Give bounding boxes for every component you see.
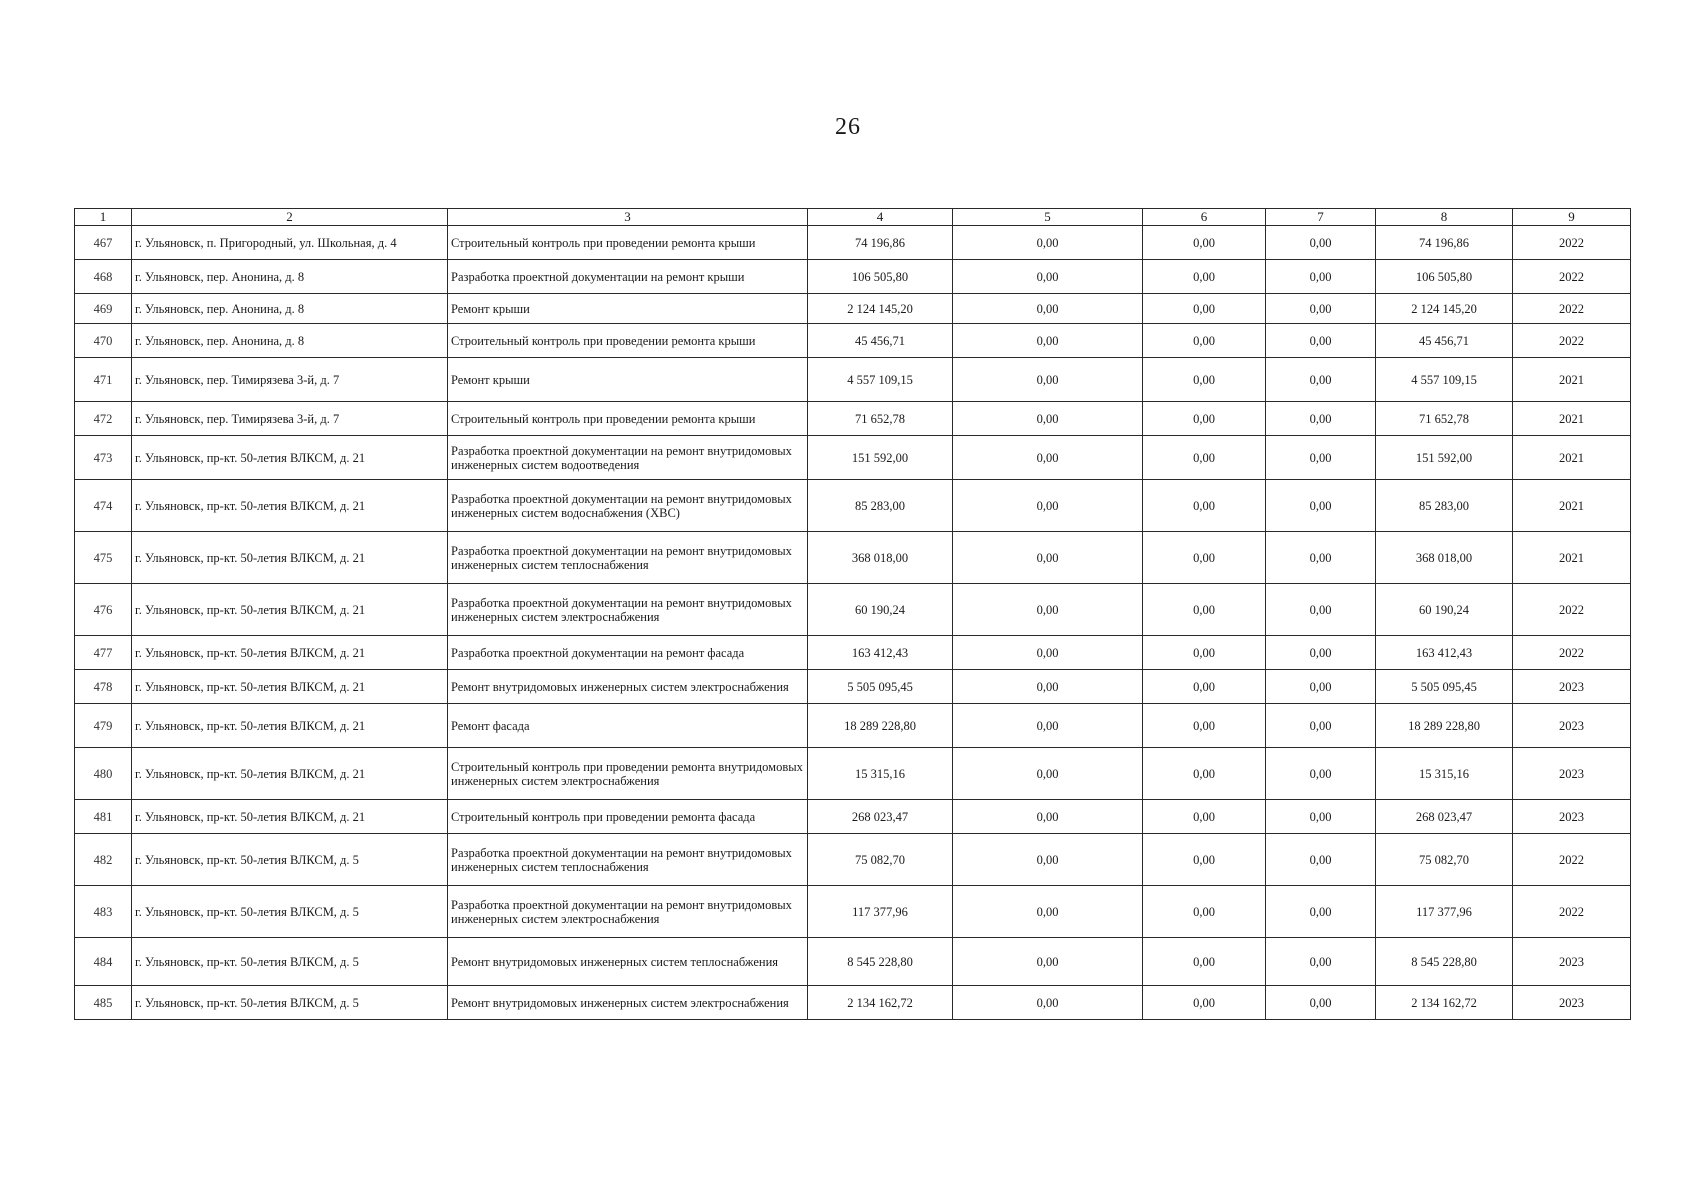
amount-col8: 117 377,96 (1376, 886, 1513, 938)
year-cell: 2023 (1513, 670, 1631, 704)
address-cell: г. Ульяновск, пр-кт. 50-летия ВЛКСМ, д. 21 (132, 584, 448, 636)
amount-col4: 163 412,43 (808, 636, 953, 670)
row-number: 485 (75, 986, 132, 1020)
year-cell: 2021 (1513, 480, 1631, 532)
address-cell: г. Ульяновск, пр-кт. 50-летия ВЛКСМ, д. 5 (132, 986, 448, 1020)
amount-col7: 0,00 (1266, 584, 1376, 636)
col-header-9: 9 (1513, 209, 1631, 226)
amount-col5: 0,00 (953, 402, 1143, 436)
amount-col4: 60 190,24 (808, 584, 953, 636)
work-type-cell: Разработка проектной документации на ремонт фасада (448, 636, 808, 670)
amount-col8: 163 412,43 (1376, 636, 1513, 670)
amount-col4: 85 283,00 (808, 480, 953, 532)
table-row (75, 986, 1631, 1020)
address-cell: г. Ульяновск, пр-кт. 50-летия ВЛКСМ, д. 21 (132, 748, 448, 800)
amount-col7: 0,00 (1266, 748, 1376, 800)
table-row (75, 670, 1631, 704)
row-number: 469 (75, 294, 132, 324)
amount-col8: 268 023,47 (1376, 800, 1513, 834)
amount-col5: 0,00 (953, 294, 1143, 324)
amount-col7: 0,00 (1266, 358, 1376, 402)
col-header-1: 1 (75, 209, 132, 226)
header-row (75, 209, 1631, 226)
amount-col4: 106 505,80 (808, 260, 953, 294)
amount-col5: 0,00 (953, 436, 1143, 480)
work-type-cell: Разработка проектной документации на ремонт внутридомовых инженерных систем электроснабжения (448, 584, 808, 636)
amount-col5: 0,00 (953, 226, 1143, 260)
col-header-7: 7 (1266, 209, 1376, 226)
work-type-cell: Разработка проектной документации на ремонт внутридомовых инженерных систем теплоснабжения (448, 834, 808, 886)
address-cell: г. Ульяновск, пер. Тимирязева 3-й, д. 7 (132, 358, 448, 402)
amount-col4: 18 289 228,80 (808, 704, 953, 748)
row-number: 480 (75, 748, 132, 800)
amount-col6: 0,00 (1143, 986, 1266, 1020)
amount-col4: 5 505 095,45 (808, 670, 953, 704)
row-number: 477 (75, 636, 132, 670)
row-number: 473 (75, 436, 132, 480)
year-cell: 2022 (1513, 584, 1631, 636)
address-cell: г. Ульяновск, пр-кт. 50-летия ВЛКСМ, д. 5 (132, 886, 448, 938)
address-cell: г. Ульяновск, п. Пригородный, ул. Школьная, д. 4 (132, 226, 448, 260)
table-row (75, 636, 1631, 670)
address-cell: г. Ульяновск, пер. Тимирязева 3-й, д. 7 (132, 402, 448, 436)
amount-col5: 0,00 (953, 324, 1143, 358)
amount-col6: 0,00 (1143, 834, 1266, 886)
table-row (75, 294, 1631, 324)
year-cell: 2022 (1513, 886, 1631, 938)
amount-col7: 0,00 (1266, 704, 1376, 748)
row-number: 475 (75, 532, 132, 584)
amount-col8: 2 124 145,20 (1376, 294, 1513, 324)
amount-col6: 0,00 (1143, 636, 1266, 670)
row-number: 478 (75, 670, 132, 704)
amount-col7: 0,00 (1266, 986, 1376, 1020)
year-cell: 2023 (1513, 986, 1631, 1020)
amount-col5: 0,00 (953, 358, 1143, 402)
work-type-cell: Ремонт внутридомовых инженерных систем теплоснабжения (448, 938, 808, 986)
work-type-cell: Ремонт внутридомовых инженерных систем электроснабжения (448, 986, 808, 1020)
year-cell: 2023 (1513, 748, 1631, 800)
table-row (75, 532, 1631, 584)
year-cell: 2022 (1513, 260, 1631, 294)
amount-col6: 0,00 (1143, 294, 1266, 324)
year-cell: 2022 (1513, 226, 1631, 260)
table-row (75, 324, 1631, 358)
table-row (75, 260, 1631, 294)
amount-col6: 0,00 (1143, 748, 1266, 800)
amount-col7: 0,00 (1266, 436, 1376, 480)
amount-col6: 0,00 (1143, 532, 1266, 584)
amount-col6: 0,00 (1143, 436, 1266, 480)
amount-col6: 0,00 (1143, 800, 1266, 834)
amount-col5: 0,00 (953, 532, 1143, 584)
col-header-8: 8 (1376, 209, 1513, 226)
amount-col5: 0,00 (953, 938, 1143, 986)
amount-col6: 0,00 (1143, 886, 1266, 938)
amount-col5: 0,00 (953, 584, 1143, 636)
amount-col8: 18 289 228,80 (1376, 704, 1513, 748)
address-cell: г. Ульяновск, пер. Анонина, д. 8 (132, 260, 448, 294)
row-number: 470 (75, 324, 132, 358)
table-row (75, 358, 1631, 402)
work-type-cell: Ремонт внутридомовых инженерных систем электроснабжения (448, 670, 808, 704)
col-header-3: 3 (448, 209, 808, 226)
address-cell: г. Ульяновск, пер. Анонина, д. 8 (132, 324, 448, 358)
amount-col6: 0,00 (1143, 260, 1266, 294)
row-number: 482 (75, 834, 132, 886)
amount-col8: 71 652,78 (1376, 402, 1513, 436)
address-cell: г. Ульяновск, пр-кт. 50-летия ВЛКСМ, д. 21 (132, 800, 448, 834)
amount-col8: 106 505,80 (1376, 260, 1513, 294)
table-row (75, 800, 1631, 834)
work-type-cell: Разработка проектной документации на ремонт внутридомовых инженерных систем теплоснабжения (448, 532, 808, 584)
amount-col5: 0,00 (953, 986, 1143, 1020)
year-cell: 2021 (1513, 402, 1631, 436)
year-cell: 2021 (1513, 532, 1631, 584)
amount-col6: 0,00 (1143, 938, 1266, 986)
work-type-cell: Строительный контроль при проведении ремонта крыши (448, 226, 808, 260)
year-cell: 2022 (1513, 834, 1631, 886)
amount-col4: 2 134 162,72 (808, 986, 953, 1020)
row-number: 468 (75, 260, 132, 294)
year-cell: 2021 (1513, 358, 1631, 402)
address-cell: г. Ульяновск, пр-кт. 50-летия ВЛКСМ, д. 21 (132, 670, 448, 704)
amount-col8: 368 018,00 (1376, 532, 1513, 584)
amount-col4: 4 557 109,15 (808, 358, 953, 402)
amount-col4: 45 456,71 (808, 324, 953, 358)
amount-col8: 151 592,00 (1376, 436, 1513, 480)
amount-col7: 0,00 (1266, 294, 1376, 324)
table-row (75, 938, 1631, 986)
address-cell: г. Ульяновск, пр-кт. 50-летия ВЛКСМ, д. 5 (132, 938, 448, 986)
work-type-cell: Строительный контроль при проведении ремонта фасада (448, 800, 808, 834)
row-number: 481 (75, 800, 132, 834)
work-type-cell: Разработка проектной документации на ремонт внутридомовых инженерных систем водоснабжения (ХВС) (448, 480, 808, 532)
amount-col7: 0,00 (1266, 532, 1376, 584)
address-cell: г. Ульяновск, пр-кт. 50-летия ВЛКСМ, д. 21 (132, 636, 448, 670)
work-type-cell: Строительный контроль при проведении ремонта крыши (448, 402, 808, 436)
amount-col6: 0,00 (1143, 704, 1266, 748)
row-number: 474 (75, 480, 132, 532)
amount-col8: 2 134 162,72 (1376, 986, 1513, 1020)
address-cell: г. Ульяновск, пр-кт. 50-летия ВЛКСМ, д. 21 (132, 436, 448, 480)
work-type-cell: Строительный контроль при проведении ремонта внутридомовых инженерных систем электроснабжения (448, 748, 808, 800)
amount-col8: 4 557 109,15 (1376, 358, 1513, 402)
amount-col4: 117 377,96 (808, 886, 953, 938)
amount-col8: 15 315,16 (1376, 748, 1513, 800)
work-type-cell: Разработка проектной документации на ремонт внутридомовых инженерных систем электроснабжения (448, 886, 808, 938)
amount-col5: 0,00 (953, 480, 1143, 532)
row-number: 467 (75, 226, 132, 260)
table-row (75, 704, 1631, 748)
amount-col4: 151 592,00 (808, 436, 953, 480)
amount-col6: 0,00 (1143, 480, 1266, 532)
address-cell: г. Ульяновск, пр-кт. 50-летия ВЛКСМ, д. 5 (132, 834, 448, 886)
amount-col7: 0,00 (1266, 480, 1376, 532)
works-table (74, 208, 1631, 1020)
amount-col4: 74 196,86 (808, 226, 953, 260)
amount-col7: 0,00 (1266, 670, 1376, 704)
amount-col5: 0,00 (953, 260, 1143, 294)
row-number: 484 (75, 938, 132, 986)
amount-col8: 8 545 228,80 (1376, 938, 1513, 986)
amount-col8: 85 283,00 (1376, 480, 1513, 532)
amount-col5: 0,00 (953, 748, 1143, 800)
table-row (75, 748, 1631, 800)
year-cell: 2023 (1513, 704, 1631, 748)
amount-col7: 0,00 (1266, 226, 1376, 260)
table-row (75, 436, 1631, 480)
col-header-5: 5 (953, 209, 1143, 226)
work-type-cell: Ремонт крыши (448, 358, 808, 402)
year-cell: 2023 (1513, 800, 1631, 834)
amount-col6: 0,00 (1143, 402, 1266, 436)
amount-col4: 75 082,70 (808, 834, 953, 886)
table-row (75, 226, 1631, 260)
work-type-cell: Строительный контроль при проведении ремонта крыши (448, 324, 808, 358)
amount-col4: 15 315,16 (808, 748, 953, 800)
amount-col4: 268 023,47 (808, 800, 953, 834)
amount-col5: 0,00 (953, 704, 1143, 748)
amount-col5: 0,00 (953, 670, 1143, 704)
amount-col7: 0,00 (1266, 834, 1376, 886)
amount-col4: 71 652,78 (808, 402, 953, 436)
amount-col5: 0,00 (953, 834, 1143, 886)
work-type-cell: Разработка проектной документации на ремонт внутридомовых инженерных систем водоотведения (448, 436, 808, 480)
amount-col7: 0,00 (1266, 636, 1376, 670)
address-cell: г. Ульяновск, пр-кт. 50-летия ВЛКСМ, д. 21 (132, 480, 448, 532)
col-header-6: 6 (1143, 209, 1266, 226)
row-number: 472 (75, 402, 132, 436)
table-row (75, 886, 1631, 938)
amount-col4: 368 018,00 (808, 532, 953, 584)
amount-col5: 0,00 (953, 636, 1143, 670)
table-body (75, 226, 1631, 1020)
work-type-cell: Разработка проектной документации на ремонт крыши (448, 260, 808, 294)
row-number: 476 (75, 584, 132, 636)
address-cell: г. Ульяновск, пр-кт. 50-летия ВЛКСМ, д. 21 (132, 704, 448, 748)
amount-col5: 0,00 (953, 886, 1143, 938)
col-header-4: 4 (808, 209, 953, 226)
table-header (75, 209, 1631, 226)
row-number: 483 (75, 886, 132, 938)
amount-col6: 0,00 (1143, 584, 1266, 636)
year-cell: 2023 (1513, 938, 1631, 986)
amount-col8: 75 082,70 (1376, 834, 1513, 886)
work-type-cell: Ремонт крыши (448, 294, 808, 324)
table-row (75, 402, 1631, 436)
row-number: 471 (75, 358, 132, 402)
year-cell: 2022 (1513, 636, 1631, 670)
col-header-2: 2 (132, 209, 448, 226)
amount-col7: 0,00 (1266, 324, 1376, 358)
table-row (75, 584, 1631, 636)
amount-col8: 5 505 095,45 (1376, 670, 1513, 704)
amount-col7: 0,00 (1266, 800, 1376, 834)
address-cell: г. Ульяновск, пер. Анонина, д. 8 (132, 294, 448, 324)
amount-col8: 74 196,86 (1376, 226, 1513, 260)
amount-col7: 0,00 (1266, 938, 1376, 986)
amount-col7: 0,00 (1266, 886, 1376, 938)
amount-col5: 0,00 (953, 800, 1143, 834)
amount-col6: 0,00 (1143, 324, 1266, 358)
amount-col7: 0,00 (1266, 402, 1376, 436)
year-cell: 2022 (1513, 294, 1631, 324)
amount-col7: 0,00 (1266, 260, 1376, 294)
amount-col4: 2 124 145,20 (808, 294, 953, 324)
amount-col6: 0,00 (1143, 670, 1266, 704)
work-type-cell: Ремонт фасада (448, 704, 808, 748)
amount-col8: 45 456,71 (1376, 324, 1513, 358)
address-cell: г. Ульяновск, пр-кт. 50-летия ВЛКСМ, д. 21 (132, 532, 448, 584)
year-cell: 2021 (1513, 436, 1631, 480)
amount-col8: 60 190,24 (1376, 584, 1513, 636)
page-number: 26 (835, 114, 861, 140)
amount-col6: 0,00 (1143, 358, 1266, 402)
row-number: 479 (75, 704, 132, 748)
year-cell: 2022 (1513, 324, 1631, 358)
table-row (75, 480, 1631, 532)
table-row (75, 834, 1631, 886)
amount-col4: 8 545 228,80 (808, 938, 953, 986)
amount-col6: 0,00 (1143, 226, 1266, 260)
